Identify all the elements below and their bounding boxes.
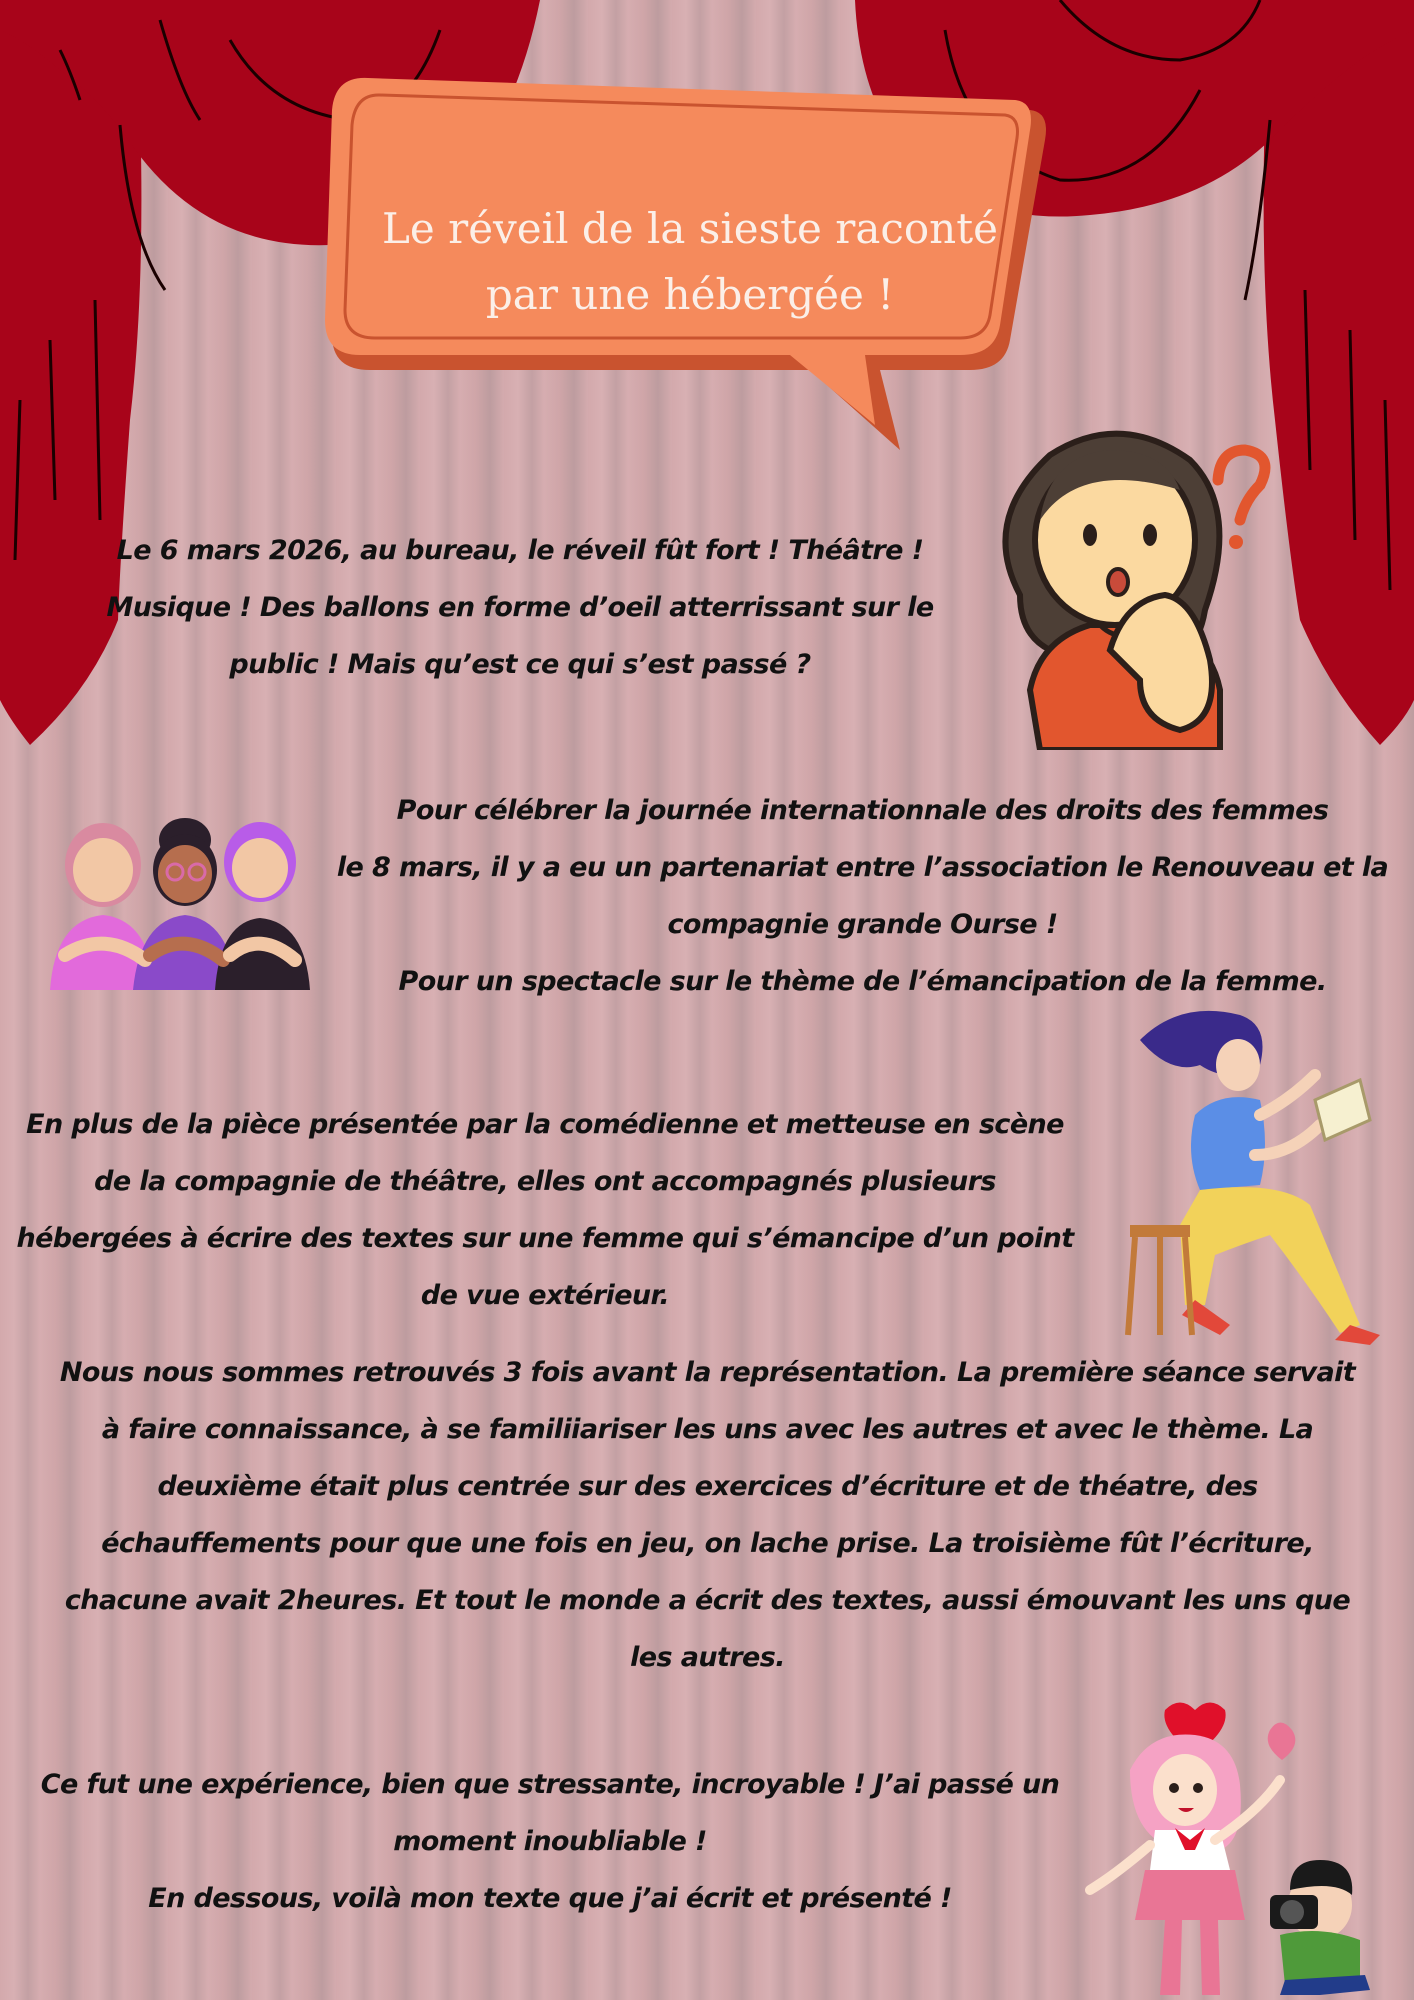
text-line: chacune avait 2heures. Et tout le monde a écrit des textes, aussi émouvant les uns que xyxy=(64,1585,1351,1616)
celebration-paragraph xyxy=(320,782,1405,1010)
intro-paragraph xyxy=(50,522,990,693)
text-line: à faire connaissance, à se familiiariser les uns avec les autres et avec le thème. La xyxy=(101,1414,1314,1445)
text-line: En plus de la pièce présentée par la comédienne et metteuse en scène xyxy=(26,1109,1064,1140)
text-line: Pour célébrer la journée internationnale des droits des femmes xyxy=(396,795,1329,826)
sessions-paragraph xyxy=(10,1344,1405,1686)
text-line: échauffements pour que une fois en jeu, on lache prise. La troisième fût l’écriture, xyxy=(101,1528,1314,1559)
text-line: Nous nous sommes retrouvés 3 fois avant la représentation. La première séance servait xyxy=(59,1357,1356,1388)
title-line: Le réveil de la sieste raconté xyxy=(382,204,998,253)
closing-paragraph xyxy=(10,1756,1090,1927)
thinking-girl-icon xyxy=(990,420,1280,750)
text-line: Pour un spectacle sur le thème de l’émancipation de la femme. xyxy=(398,966,1327,997)
performer-photographer-icon xyxy=(1070,1690,1380,2000)
text-line: les autres. xyxy=(630,1642,785,1673)
text-line: de la compagnie de théâtre, elles ont accompagnés plusieurs xyxy=(94,1166,996,1197)
text-line: Ce fut une expérience, bien que stressante, incroyable ! J’ai passé un xyxy=(40,1769,1060,1800)
page-title xyxy=(360,196,1020,328)
three-women-icon xyxy=(45,810,315,995)
text-line: moment inoubliable ! xyxy=(393,1826,707,1857)
text-line: de vue extérieur. xyxy=(420,1280,670,1311)
text-line: En dessous, voilà mon texte que j’ai écrit et présenté ! xyxy=(148,1883,952,1914)
text-line: Le 6 mars 2026, au bureau, le réveil fût fort ! Théâtre ! xyxy=(116,535,924,566)
text-line: deuxième était plus centrée sur des exercices d’écriture et de théatre, des xyxy=(157,1471,1258,1502)
reading-woman-icon xyxy=(1120,1005,1385,1350)
text-line: compagnie grande Ourse ! xyxy=(667,909,1058,940)
text-line: hébergées à écrire des textes sur une femme qui s’émancipe d’un point xyxy=(16,1223,1074,1254)
title-line: par une hébergée ! xyxy=(485,270,895,319)
play-paragraph xyxy=(5,1096,1085,1324)
text-line: Musique ! Des ballons en forme d’oeil atterrissant sur le xyxy=(106,592,934,623)
text-line: le 8 mars, il y a eu un partenariat entre l’association le Renouveau et la xyxy=(336,852,1389,883)
text-line: public ! Mais qu’est ce qui s’est passé ? xyxy=(229,649,811,680)
